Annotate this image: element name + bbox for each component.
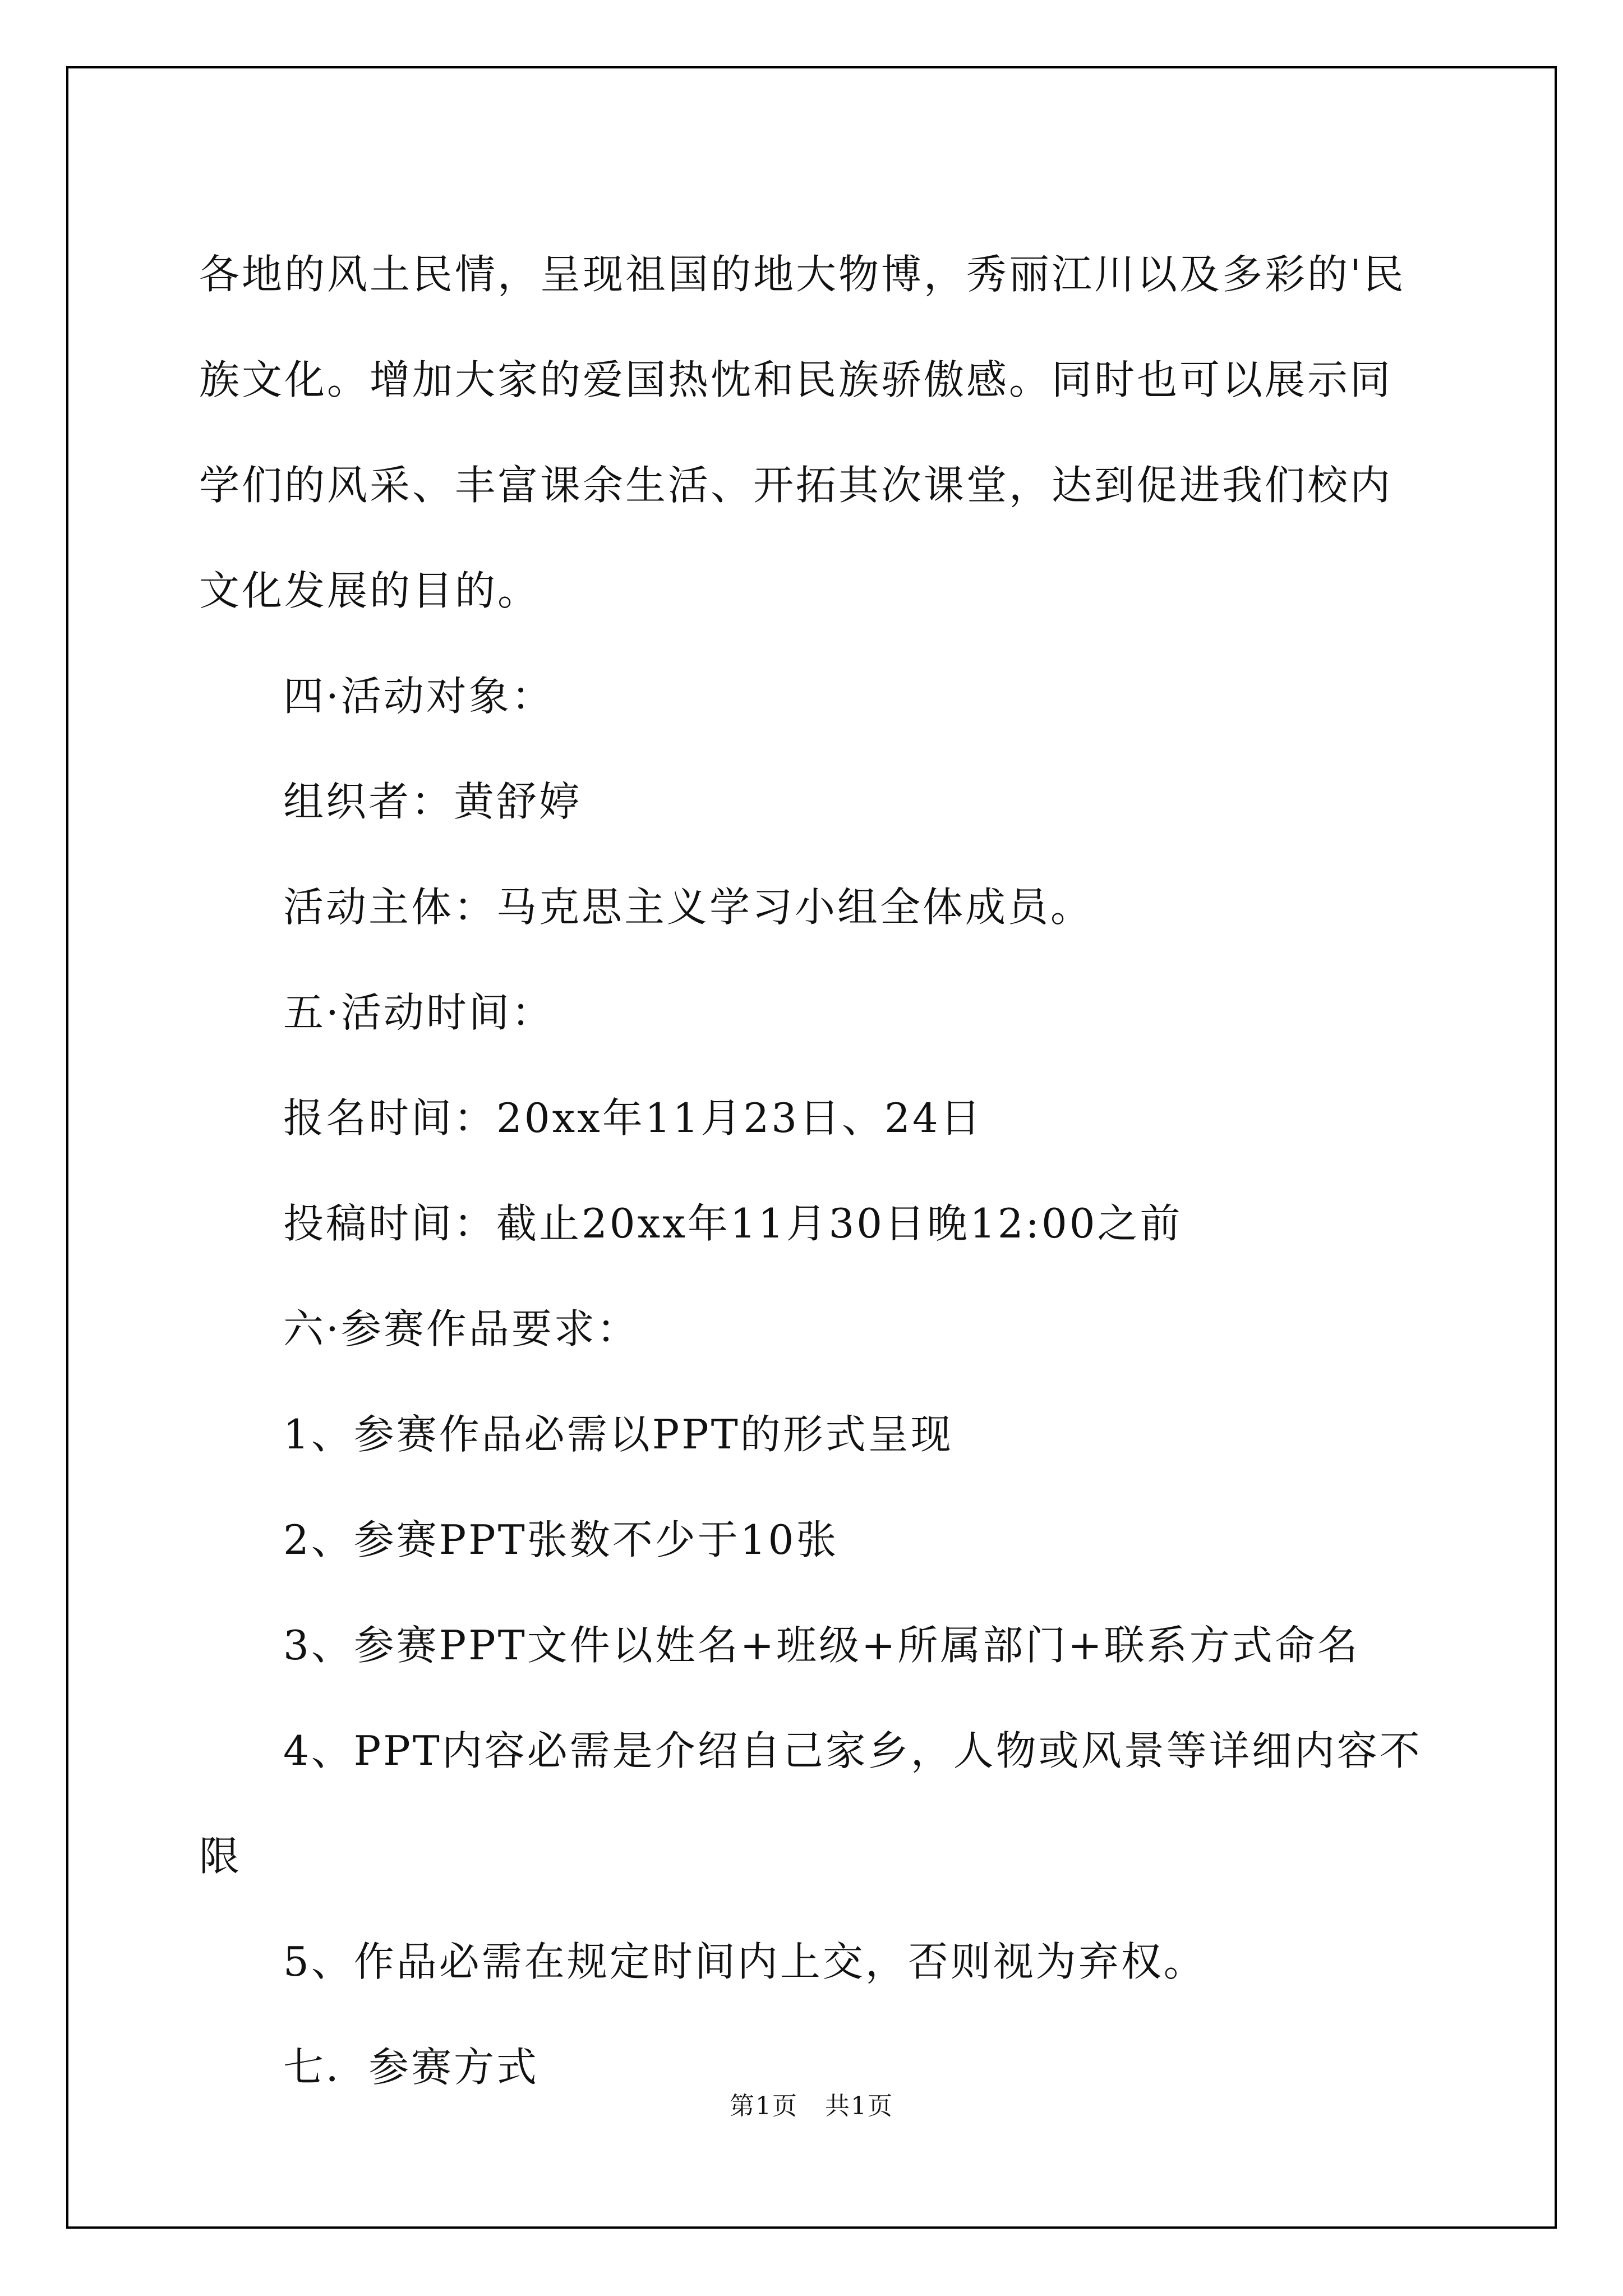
page-footer [0, 2090, 1623, 2123]
paragraph-submission-time: 投稿时间：截止20xx年11月30日晚12:00之前 [283, 1200, 1183, 1247]
paragraph-organizer: 组织者：黄舒婷 [283, 778, 582, 825]
page-number: 第1页 [730, 2092, 798, 2120]
heading-requirements: 六·参赛作品要求： [283, 1305, 639, 1352]
heading-participation-method: 七．参赛方式 [283, 2044, 540, 2091]
list-item-requirement-5: 5、作品必需在规定时间内上交，否则视为弃权。 [283, 1938, 1206, 1985]
heading-activity-target: 四·活动对象： [283, 673, 554, 720]
list-item-requirement-1: 1、参赛作品必需以PPT的形式呈现 [283, 1411, 953, 1458]
heading-activity-time: 五·活动时间： [283, 989, 554, 1036]
page-total: 共1页 [825, 2092, 893, 2120]
paragraph-signup-time: 报名时间：20xx年11月23日、24日 [283, 1094, 983, 1142]
paragraph-intro-continued: 各地的风土民情，呈现祖国的地大物博，秀丽江川以及多彩的'民族文化。增加大家的爱国热忱和民族骄傲感。同时也可以展示同学们的风采、丰富课余生活、开拓其次课堂，达到促进我们校内文化发展的目的。 [199, 251, 1406, 614]
document-body [199, 222, 1427, 2120]
list-item-requirement-3: 3、参赛PPT文件以姓名+班级+所属部门+联系方式命名 [283, 1622, 1360, 1669]
list-item-requirement-4: 4、PPT内容必需是介绍自己家乡，人物或风景等详细内容不限 [199, 1727, 1422, 1880]
list-item-requirement-2: 2、参赛PPT张数不少于10张 [283, 1516, 839, 1563]
paragraph-participants: 活动主体：马克思主义学习小组全体成员。 [283, 884, 1094, 931]
